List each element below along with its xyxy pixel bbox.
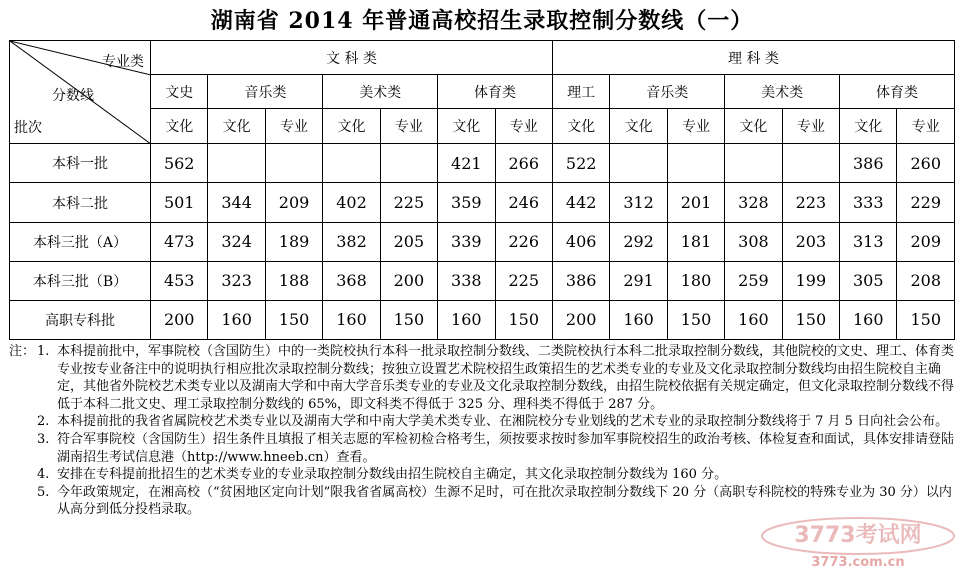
score-cell: 226	[495, 222, 552, 261]
score-cell: 160	[323, 300, 380, 339]
sub-li-art: 美术类	[725, 75, 840, 109]
score-cell: 150	[495, 300, 552, 339]
note-text: 今年政策规定，在湘高校（“贫困地区定向计划”限我省省属高校）生源不足时，可在批次录取控制分数线下 20 分（高职专科院校的特殊专业为 30 分）以内从高分到低分投档录取。	[57, 484, 952, 518]
note-prefix	[9, 466, 37, 484]
col-wenhua: 文化	[151, 109, 208, 144]
score-cell: 259	[725, 261, 782, 300]
sub-li-music: 音乐类	[610, 75, 725, 109]
note-prefix	[9, 431, 37, 466]
score-cell: 199	[782, 261, 839, 300]
score-cell: 522	[552, 144, 609, 183]
note-prefix	[9, 413, 37, 431]
col-wenhua: 文化	[840, 109, 897, 144]
score-cell: 200	[552, 300, 609, 339]
score-cell: 291	[610, 261, 667, 300]
score-cell	[265, 144, 322, 183]
note-text: 符合军事院校（含国防生）招生条件且填报了相关志愿的军检初检合格考生，须按要求按时参加军事院校招生的政治考核、体检复查和面试，具体安排请登陆湖南招生考试信息港（http://www.hneeb.cn）查看。	[57, 431, 955, 465]
col-wenhua: 文化	[610, 109, 667, 144]
score-cell: 150	[897, 300, 955, 339]
score-cell: 208	[897, 261, 955, 300]
col-wenhua: 文化	[552, 109, 609, 144]
note-prefix: 注：	[9, 344, 36, 359]
diag-label-major: 专业类	[102, 54, 144, 70]
score-cell: 209	[897, 222, 955, 261]
header-row-category	[10, 41, 955, 75]
diag-label-score: 分数线	[52, 88, 94, 104]
score-cell	[208, 144, 265, 183]
table-row	[10, 183, 955, 222]
score-cell: 386	[552, 261, 609, 300]
score-cell	[323, 144, 380, 183]
score-cell: 189	[265, 222, 322, 261]
score-cell: 225	[495, 261, 552, 300]
score-cell: 205	[380, 222, 437, 261]
score-cell: 160	[208, 300, 265, 339]
score-cell	[667, 144, 724, 183]
score-cell: 359	[438, 183, 495, 222]
score-cell: 200	[380, 261, 437, 300]
score-cell: 442	[552, 183, 609, 222]
score-table	[9, 40, 955, 340]
score-cell: 406	[552, 222, 609, 261]
header-row-type	[10, 109, 955, 144]
table-row	[10, 261, 955, 300]
score-cell: 338	[438, 261, 495, 300]
score-cell: 160	[438, 300, 495, 339]
diag-label-batch: 批次	[14, 120, 42, 136]
score-cell: 160	[610, 300, 667, 339]
score-cell: 292	[610, 222, 667, 261]
header-like: 理 科 类	[552, 41, 954, 75]
note-prefix	[9, 484, 37, 519]
page-title: 湖南省 2014 年普通高校招生录取控制分数线（一）	[210, 8, 754, 34]
table-row	[10, 300, 955, 339]
sub-ligong: 理工	[552, 75, 609, 109]
sub-li-sports: 体育类	[840, 75, 955, 109]
score-cell: 562	[151, 144, 208, 183]
sub-wen-sports: 体育类	[438, 75, 553, 109]
watermark-graphic	[758, 512, 958, 572]
score-cell: 160	[725, 300, 782, 339]
note-number: 3.	[37, 431, 50, 447]
col-zhuanye: 专业	[897, 109, 955, 144]
score-cell: 150	[667, 300, 724, 339]
score-cell: 382	[323, 222, 380, 261]
note-text: 本科提前批的我省省属院校艺术类专业以及湖南大学和中南大学美术类专业、在湘院校分专业划线的艺术专业的录取控制分数线将于 7 月 5 日向社会公布。	[57, 414, 949, 430]
header-row-subcategory	[10, 75, 955, 109]
table-body	[10, 144, 955, 340]
note-number: 4.	[37, 467, 50, 483]
score-cell: 312	[610, 183, 667, 222]
note-item	[9, 466, 955, 484]
score-cell: 181	[667, 222, 724, 261]
batch-label: 本科三批（B）	[10, 261, 151, 300]
score-cell: 150	[782, 300, 839, 339]
score-cell: 209	[265, 183, 322, 222]
sub-wen-music: 音乐类	[208, 75, 323, 109]
score-cell: 501	[151, 183, 208, 222]
note-number: 2.	[37, 414, 50, 430]
score-cell: 333	[840, 183, 897, 222]
col-zhuanye: 专业	[667, 109, 724, 144]
score-cell: 473	[151, 222, 208, 261]
score-cell	[725, 144, 782, 183]
score-cell: 150	[380, 300, 437, 339]
col-zhuanye: 专业	[495, 109, 552, 144]
sub-wenshi: 文史	[151, 75, 208, 109]
table-row	[10, 144, 955, 183]
sub-wen-art: 美术类	[323, 75, 438, 109]
col-wenhua: 文化	[438, 109, 495, 144]
header-wenke: 文 科 类	[151, 41, 553, 75]
score-cell: 313	[840, 222, 897, 261]
score-cell: 421	[438, 144, 495, 183]
watermark-brand: 3773考试网	[794, 523, 922, 548]
score-cell: 246	[495, 183, 552, 222]
batch-label: 高职专科批	[10, 300, 151, 339]
watermark-url: 3773.com.cn	[811, 555, 905, 570]
watermark-logo	[758, 512, 958, 572]
score-cell: 201	[667, 183, 724, 222]
score-cell: 453	[151, 261, 208, 300]
score-cell	[380, 144, 437, 183]
score-cell: 200	[151, 300, 208, 339]
score-cell: 266	[495, 144, 552, 183]
score-cell	[782, 144, 839, 183]
col-zhuanye: 专业	[782, 109, 839, 144]
score-cell: 368	[323, 261, 380, 300]
note-number: 1.	[37, 344, 50, 359]
score-cell: 324	[208, 222, 265, 261]
batch-label: 本科二批	[10, 183, 151, 222]
table-row	[10, 222, 955, 261]
score-cell: 203	[782, 222, 839, 261]
score-cell: 160	[840, 300, 897, 339]
score-cell: 223	[782, 183, 839, 222]
score-cell: 323	[208, 261, 265, 300]
score-cell: 344	[208, 183, 265, 222]
note-number: 5.	[37, 484, 50, 500]
note-item	[9, 343, 955, 413]
col-wenhua: 文化	[323, 109, 380, 144]
score-cell: 150	[265, 300, 322, 339]
score-cell: 305	[840, 261, 897, 300]
col-wenhua: 文化	[208, 109, 265, 144]
note-text: 安排在专科提前批招生的艺术类专业的专业录取控制分数线由招生院校自主确定，其文化录取控制分数线为 160 分。	[57, 467, 728, 483]
score-cell: 308	[725, 222, 782, 261]
diagonal-header-cell	[10, 41, 151, 144]
score-cell: 180	[667, 261, 724, 300]
score-cell: 386	[840, 144, 897, 183]
col-zhuanye: 专业	[380, 109, 437, 144]
batch-label: 本科一批	[10, 144, 151, 183]
col-wenhua: 文化	[725, 109, 782, 144]
score-cell: 339	[438, 222, 495, 261]
score-cell: 328	[725, 183, 782, 222]
batch-label: 本科三批（A）	[10, 222, 151, 261]
notes-section	[9, 343, 955, 519]
score-cell	[610, 144, 667, 183]
score-cell: 229	[897, 183, 955, 222]
score-cell: 260	[897, 144, 955, 183]
note-item	[9, 413, 955, 431]
score-cell: 402	[323, 183, 380, 222]
note-item	[9, 431, 955, 466]
score-cell: 188	[265, 261, 322, 300]
col-zhuanye: 专业	[265, 109, 322, 144]
score-cell: 225	[380, 183, 437, 222]
note-text: 本科提前批中，军事院校（含国防生）中的一类院校执行本科一批录取控制分数线、二类院校执行本科二批录取控制分数线，其他院校的文史、理工、体育类专业按专业备注中的说明执行相应批次录取控制分数线；按独立设置艺术院校招生政策招生的艺术类专业的专业及文化录取控制分数线均由招生院校自主确定，其他省外院校艺术类专业以及湖南大学和中南大学音乐类专业的专业及文化录取控制分数线，由招生院校依据有关规定确定，但文化录取控制分数线不得低于本科二批文史、理工录取控制分数线的 65%，即文科类不得低于 325 分、理科类不得低于 287 分。	[57, 344, 955, 412]
